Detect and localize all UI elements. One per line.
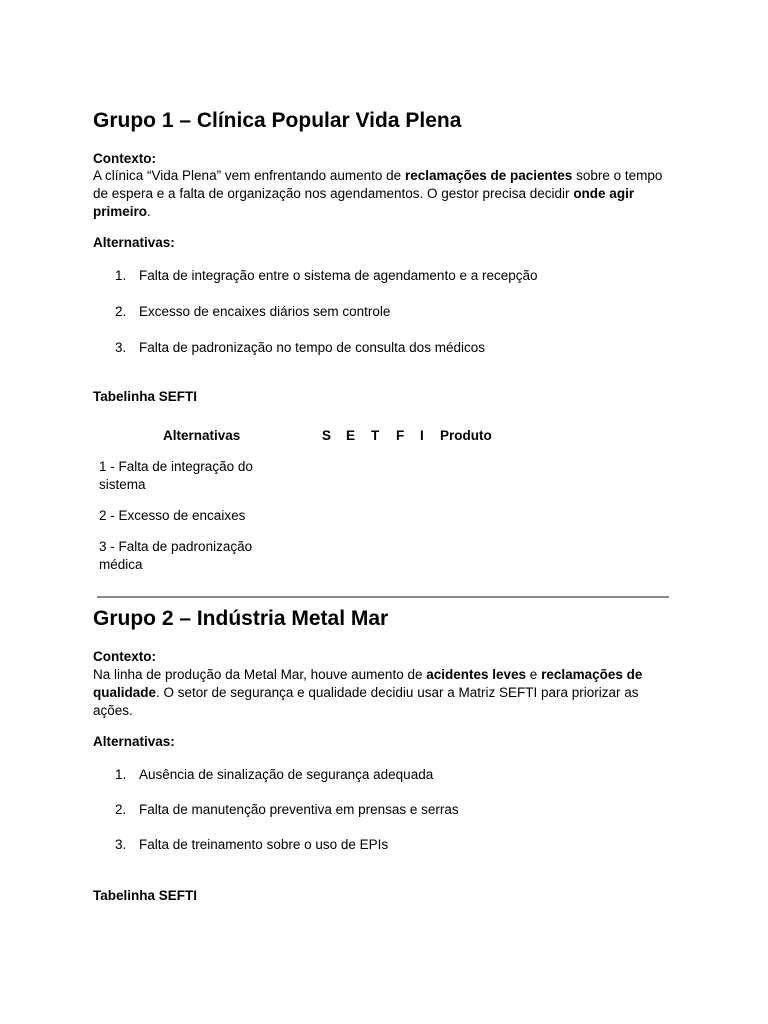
group2-alternatives-label: Alternativas: xyxy=(93,734,175,749)
context-segment: A clínica “Vida Plena” vem enfrentando aumento de xyxy=(93,168,405,183)
group2-title: Grupo 2 – Indústria Metal Mar xyxy=(93,607,389,630)
list-item xyxy=(115,767,433,782)
context-segment: Na linha de produção da Metal Mar, houve aumento de xyxy=(93,667,427,682)
list-number: 3. xyxy=(115,340,127,355)
table-header-f: F xyxy=(396,428,405,443)
list-number: 1. xyxy=(115,767,127,782)
list-item xyxy=(115,268,538,283)
group2-table-label: Tabelinha SEFTI xyxy=(93,888,198,903)
list-item xyxy=(115,837,388,852)
table-header-i: I xyxy=(420,428,424,443)
list-text: Falta de manutenção preventiva em prensas e serras xyxy=(139,802,459,817)
context-emphasis: reclamações de pacientes xyxy=(404,168,573,183)
list-item xyxy=(115,304,390,319)
list-number: 1. xyxy=(115,268,127,283)
list-item xyxy=(115,802,459,817)
list-text: Falta de treinamento sobre o uso de EPIs xyxy=(139,837,389,852)
context-segment: . xyxy=(147,204,151,219)
context-emphasis: acidentes leves xyxy=(426,667,527,682)
table-cell-alternative: 3 - Falta de padronização médica xyxy=(99,539,253,572)
table-header-e: E xyxy=(346,428,356,443)
context-segment: sobre o tempo de espera e a falta de organização nos agendamentos. O gestor precisa decidir xyxy=(93,168,663,201)
context-emphasis: reclamações de qualidade xyxy=(93,667,643,700)
group1-table-label: Tabelinha SEFTI xyxy=(93,389,198,404)
group1-alternatives-label: Alternativas: xyxy=(93,235,175,250)
list-text: Falta de integração entre o sistema de agendamento e a recepção xyxy=(139,268,538,283)
group1-title: Grupo 1 – Clínica Popular Vida Plena xyxy=(93,109,462,132)
table-cell-alternative: 2 - Excesso de encaixes xyxy=(99,508,246,523)
table-header-alternativas: Alternativas xyxy=(163,428,241,443)
context-emphasis: onde agir primeiro xyxy=(93,186,635,219)
list-number: 2. xyxy=(115,802,127,817)
table-cell-alternative: 1 - Falta de integração do sistema xyxy=(99,459,253,492)
context-segment: . O setor de segurança e qualidade decidiu usar a Matriz SEFTI para priorizar as ações. xyxy=(93,685,639,718)
group1-context-text xyxy=(93,167,678,221)
table-header-t: T xyxy=(371,428,380,443)
group2-context-text xyxy=(93,666,678,720)
group1-context-label: Contexto: xyxy=(93,151,156,166)
group2-context-label: Contexto: xyxy=(93,649,156,664)
list-text: Ausência de sinalização de segurança adequada xyxy=(139,767,434,782)
list-item xyxy=(115,340,485,355)
list-number: 3. xyxy=(115,837,127,852)
table-header-s: S xyxy=(322,428,332,443)
context-segment: e xyxy=(526,667,542,682)
list-text: Excesso de encaixes diários sem controle xyxy=(139,304,391,319)
list-number: 2. xyxy=(115,304,127,319)
table-header-produto: Produto xyxy=(440,428,492,443)
list-text: Falta de padronização no tempo de consulta dos médicos xyxy=(139,340,485,355)
section-divider xyxy=(97,596,669,598)
